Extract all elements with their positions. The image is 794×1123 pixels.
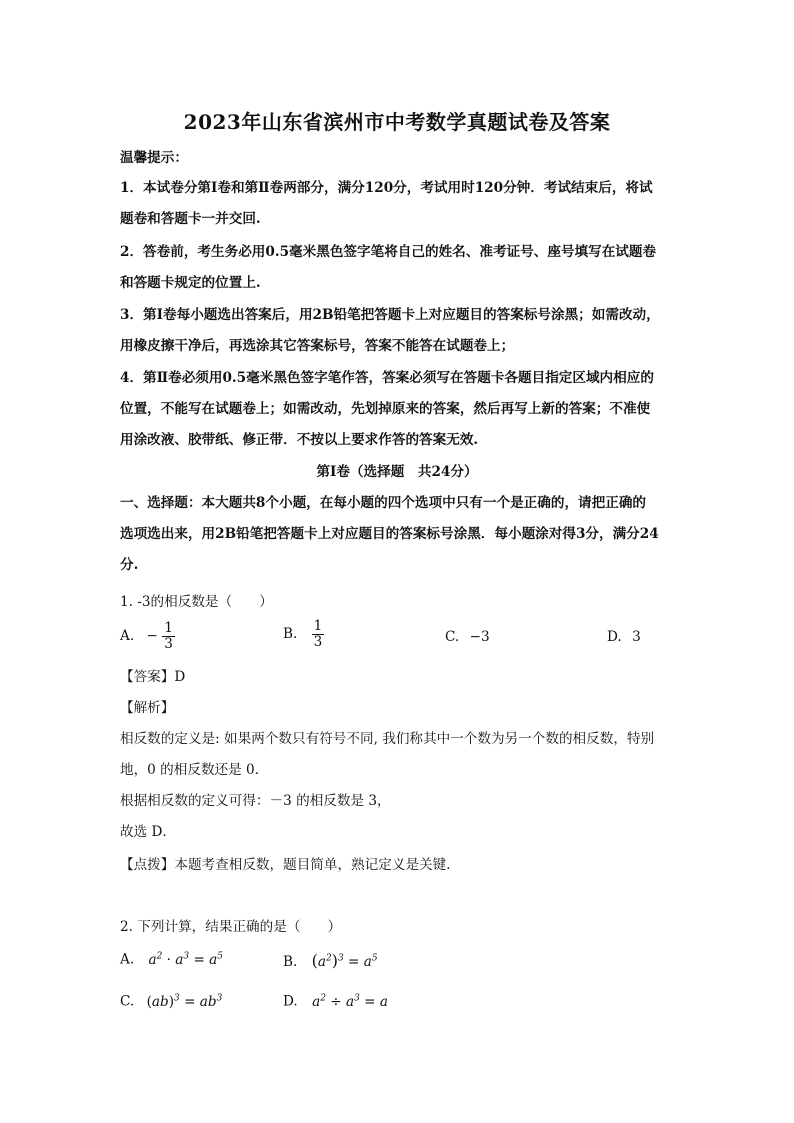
q1-answer: 【答案】D: [120, 669, 186, 685]
q2-option-d: [283, 993, 388, 1010]
option-label: B.: [283, 954, 298, 970]
page-title: 2023年山东省滨州市中考数学真题试卷及答案: [183, 110, 611, 134]
q1-option-c: [445, 629, 490, 645]
q1-option-b: [283, 619, 324, 650]
tips-heading: 温馨提示：: [120, 150, 188, 166]
option-label: C.: [445, 629, 460, 645]
q1-analysis-heading: 【解析】: [120, 700, 175, 716]
section-title: 第Ⅰ卷（选择题 共24分）: [316, 464, 478, 480]
option-label: C.: [120, 993, 135, 1010]
section-intro-line: 一、选择题：本大题共8个小题，在每小题的四个选项中只有一个是正确的，请把正确的: [120, 495, 647, 511]
tip-line: 和答题卡规定的位置上.: [120, 275, 261, 291]
q1-analysis-line: 地，0 的相反数还是 0．: [120, 762, 269, 778]
q1-analysis-line: 相反数的定义是: 如果两个数只有符号不同, 我们称其中一个数为另一个数的相反数，特别: [120, 731, 655, 747]
option-label: D.: [283, 993, 298, 1010]
option-label: A.: [120, 628, 135, 644]
fraction: [312, 619, 325, 650]
option-label: B.: [283, 626, 298, 642]
tip-line: 4．第Ⅱ卷必须用0.5毫米黑色签字笔作答，答案必须写在答题卡各题目指定区域内相应的: [120, 370, 654, 386]
denominator: 3: [164, 636, 173, 652]
tip-line: 位置，不能写在试题卷上；如需改动，先划掉原来的答案，然后再写上新的答案；不准使: [120, 401, 651, 417]
option-label: D.: [607, 629, 622, 645]
q2-option-a: [120, 951, 223, 968]
q2-option-b: [283, 951, 378, 970]
option-label: A.: [120, 951, 135, 968]
math-expression: $a^2 \div a^3 = a$: [312, 993, 388, 1010]
q1-analysis-line: 根据相反数的定义可得：－3 的相反数是 3，: [120, 793, 391, 809]
q1-option-d: [607, 629, 641, 645]
math-expression: $(ab)^3 = ab^3$: [146, 993, 223, 1010]
q2-option-c: [120, 993, 222, 1010]
section-intro-line: 分.: [120, 557, 139, 573]
math-expression: $(a^2)^3 = a^5$: [311, 951, 378, 970]
denominator: 3: [313, 634, 323, 650]
minus-sign: −: [146, 628, 158, 644]
math-expression: $a^2 \cdot a^3 = a^5$: [148, 951, 223, 968]
tip-line: 3．第Ⅰ卷每小题选出答案后，用2B铅笔把答题卡上对应题目的答案标号涂黑；如需改动，: [120, 307, 660, 323]
q1-analysis-line: 故选 D．: [120, 824, 177, 840]
option-value: 3: [632, 629, 641, 645]
numerator: 1: [164, 620, 173, 636]
tip-line: 题卷和答题卡一并交回.: [120, 211, 261, 227]
tip-line: 1．本试卷分第Ⅰ卷和第Ⅱ卷两部分，满分120分，考试用时120分钟．考试结束后，将试: [120, 180, 653, 196]
q2-stem: 2. 下列计算，结果正确的是（ ）: [120, 919, 342, 935]
tip-line: 用橡皮擦干净后，再选涂其它答案标号，答案不能答在试题卷上；: [120, 338, 515, 354]
q1-option-a: [120, 621, 175, 652]
fraction: [162, 621, 175, 652]
q1-comment: 【点拨】本题考查相反数，题目简单，熟记定义是关键．: [120, 857, 460, 873]
q1-stem: 1. -3的相反数是（ ）: [120, 594, 273, 610]
tip-line: 2．答卷前，考生务必用0.5毫米黑色签字笔将自己的姓名、准考证号、座号填写在试题卷: [120, 244, 657, 260]
tip-line: 用涂改液、胶带纸、修正带．不按以上要求作答的答案无效.: [120, 432, 479, 448]
section-intro-line: 选项选出来，用2B铅笔把答题卡上对应题目的答案标号涂黑．每小题涂对得3分，满分24: [120, 526, 659, 542]
numerator: 1: [313, 618, 323, 634]
option-value: −3: [469, 629, 490, 645]
